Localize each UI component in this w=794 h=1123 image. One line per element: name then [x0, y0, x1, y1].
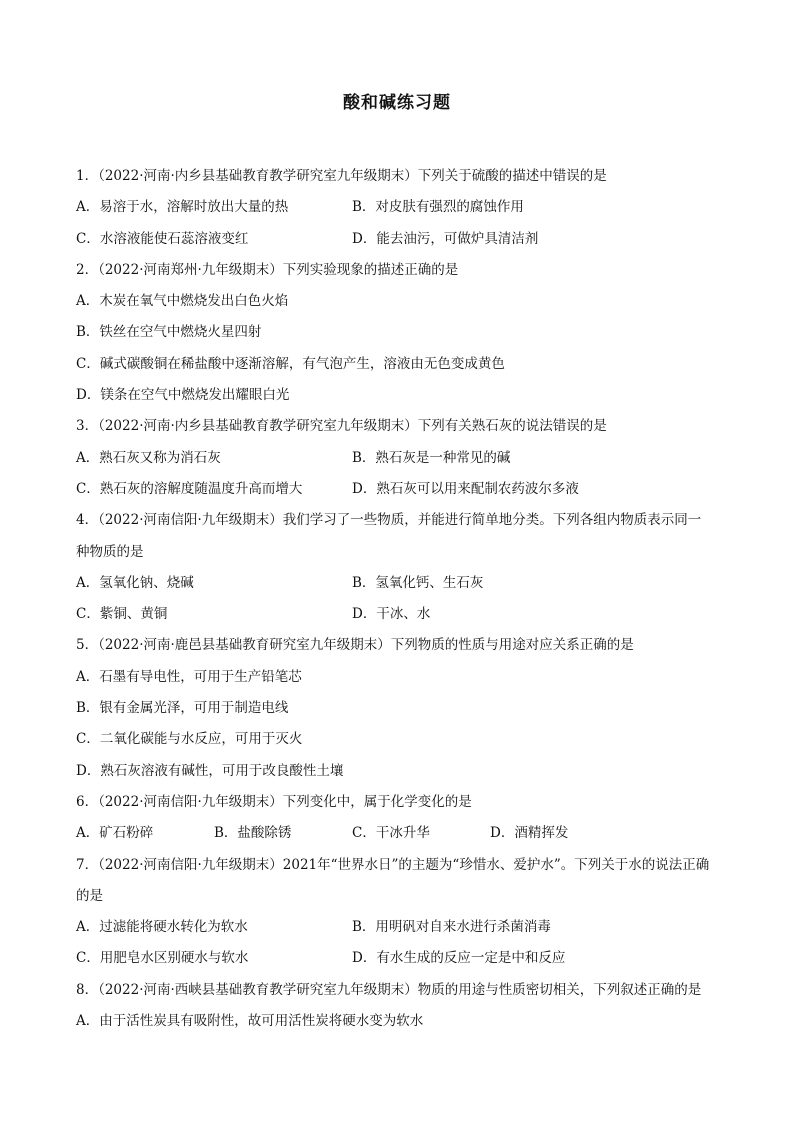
question-stem: 4．（2022·河南信阳·九年级期末）我们学习了一些物质，并能进行简单地分类。下列各组内物质表示同一 [76, 512, 702, 529]
question-stem: 7．（2022·河南信阳·九年级期末）2021年“世界水日”的主题为“珍惜水、爱护水”。下列关于水的说法正确 [76, 856, 710, 873]
option-row [76, 943, 726, 974]
question-stem: 6．（2022·河南信阳·九年级期末）下列变化中，属于化学变化的是 [76, 793, 472, 810]
answer-option: B．用明矾对自来水进行杀菌消毒 [352, 919, 551, 936]
option-row [76, 349, 726, 380]
option-row [76, 693, 726, 724]
option-row [76, 912, 726, 943]
option-row [76, 224, 726, 255]
question-stem: 1．（2022·河南·内乡县基础教育教学研究室九年级期末）下列关于硫酸的描述中错误的是 [76, 168, 607, 184]
question-stem: 8．（2022·河南·西峡县基础教育教学研究室九年级期末）物质的用途与性质密切相关，下列叙述正确的是 [76, 981, 702, 998]
question-stem: 的是 [76, 887, 103, 904]
answer-option: B．盐酸除锈 [214, 825, 292, 842]
question-6 [76, 787, 726, 850]
option-row [76, 317, 726, 348]
option-row [76, 1006, 726, 1037]
answer-option: C．干冰升华 [352, 825, 430, 842]
question-5 [76, 630, 726, 786]
option-row [76, 662, 726, 693]
answer-option: D．干冰、水 [352, 606, 431, 623]
answer-option: D．有水生成的反应一定是中和反应 [352, 950, 566, 967]
answer-option: A．由于活性炭具有吸附性，故可用活性炭将硬水变为软水 [76, 1013, 424, 1030]
option-row [76, 443, 726, 474]
answer-option: B．氢氧化钙、生石灰 [352, 574, 484, 591]
option-row [76, 568, 726, 599]
answer-option: B．银有金属光泽，可用于制造电线 [76, 700, 289, 717]
answer-option: B．铁丝在空气中燃烧火星四射 [76, 324, 262, 341]
answer-option: D．镁条在空气中燃烧发出耀眼白光 [76, 387, 290, 404]
answer-option: A．熟石灰又称为消石灰 [76, 449, 221, 466]
answer-option: A．过滤能将硬水转化为软水 [76, 919, 248, 936]
question-8 [76, 975, 726, 1038]
answer-option: C．用肥皂水区别硬水与软水 [76, 950, 249, 967]
answer-option: B．对皮肤有强烈的腐蚀作用 [352, 199, 524, 216]
answer-option: D．酒精挥发 [490, 825, 569, 842]
question-7 [76, 850, 726, 975]
option-row [76, 724, 726, 755]
answer-option: A．石墨有导电性，可用于生产铅笔芯 [76, 668, 302, 685]
question-stem: 种物质的是 [76, 543, 144, 560]
answer-option: A．木炭在氧气中燃烧发出白色火焰 [76, 293, 289, 310]
option-row [76, 286, 726, 317]
question-4 [76, 505, 726, 630]
answer-option: C．水溶液能使石蕊溶液变红 [76, 230, 249, 247]
question-3 [76, 411, 726, 505]
option-row [76, 599, 726, 630]
answer-option: D．能去油污，可做炉具清洁剂 [352, 230, 539, 247]
answer-option: A．氢氧化钠、烧碱 [76, 574, 194, 591]
page-title: 酸和碱练习题 [343, 93, 451, 113]
question-stem: 5．（2022·河南·鹿邑县基础教育研究室九年级期末）下列物质的性质与用途对应关系正确的是 [76, 637, 634, 654]
answer-option: A．易溶于水，溶解时放出大量的热 [76, 199, 289, 216]
question-list [76, 161, 726, 1037]
option-row [76, 380, 726, 411]
option-row [76, 756, 726, 787]
question-2 [76, 255, 726, 411]
answer-option: C．熟石灰的溶解度随温度升高而增大 [76, 480, 303, 497]
option-row [76, 474, 726, 505]
answer-option: D．熟石灰可以用来配制农药波尔多液 [352, 480, 579, 497]
answer-option: A．矿石粉碎 [76, 825, 154, 842]
question-stem: 3．（2022·河南·内乡县基础教育教学研究室九年级期末）下列有关熟石灰的说法错误的是 [76, 418, 607, 435]
answer-option: C．碱式碳酸铜在稀盐酸中逐渐溶解，有气泡产生，溶液由无色变成黄色 [76, 355, 505, 372]
answer-option: D．熟石灰溶液有碱性，可用于改良酸性土壤 [76, 762, 344, 779]
answer-option: B．熟石灰是一种常见的碱 [352, 449, 511, 466]
answer-option: C．二氧化碳能与水反应，可用于灭火 [76, 731, 303, 748]
question-stem: 2．（2022·河南郑州·九年级期末）下列实验现象的描述正确的是 [76, 261, 459, 278]
answer-option: C．紫铜、黄铜 [76, 606, 168, 623]
question-1 [76, 161, 726, 255]
option-row [76, 192, 726, 223]
option-row [76, 818, 726, 849]
